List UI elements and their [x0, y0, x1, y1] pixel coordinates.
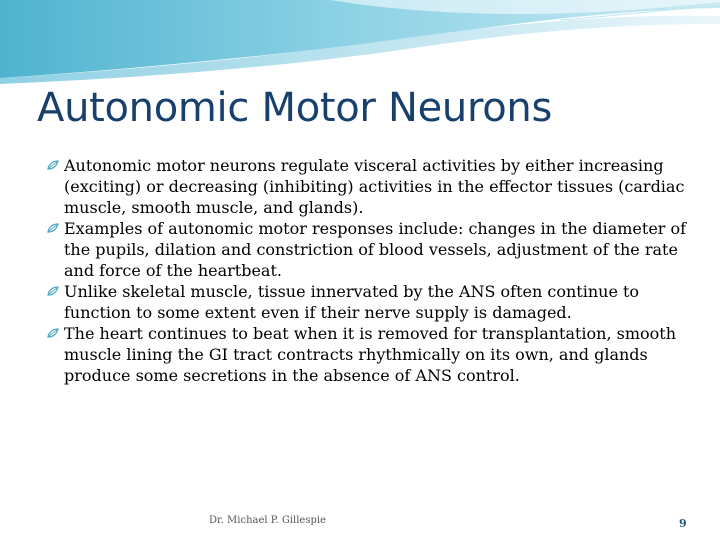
bullet-text: The heart continues to beat when it is removed for transplantation, smooth muscle lining the GI tract contracts rhythmically on its own, and glands produce some secretions in the absence of ANS control.: [64, 324, 677, 385]
leaf-swirl-bullet-icon: [46, 221, 60, 235]
header-wave-decoration: [0, 0, 720, 90]
bullet-item: [46, 281, 706, 323]
footer-author: Dr. Michael P. Gillespie: [209, 515, 327, 526]
bullet-text: Examples of autonomic motor responses include: changes in the diameter of the pupils, dilation and constriction of blood vessels, adjustment of the rate and force of the heartbeat.: [64, 219, 687, 280]
leaf-swirl-bullet-icon: [46, 158, 60, 172]
slide-title: Autonomic Motor Neurons: [37, 85, 552, 131]
leaf-swirl-bullet-icon: [46, 326, 60, 340]
bullet-item: [46, 155, 706, 218]
bullet-text: Autonomic motor neurons regulate visceral activities by either increasing (exciting) or decreasing (inhibiting) activities in the effector tissues (cardiac muscle, smooth muscle, and glands).: [64, 156, 685, 217]
bullet-item: [46, 323, 706, 386]
bullet-list: [46, 155, 706, 386]
bullet-item: [46, 218, 706, 281]
page-number: 9: [679, 517, 687, 530]
leaf-swirl-bullet-icon: [46, 284, 60, 298]
bullet-text: Unlike skeletal muscle, tissue innervated by the ANS often continue to function to some extent even if their nerve supply is damaged.: [64, 282, 640, 322]
